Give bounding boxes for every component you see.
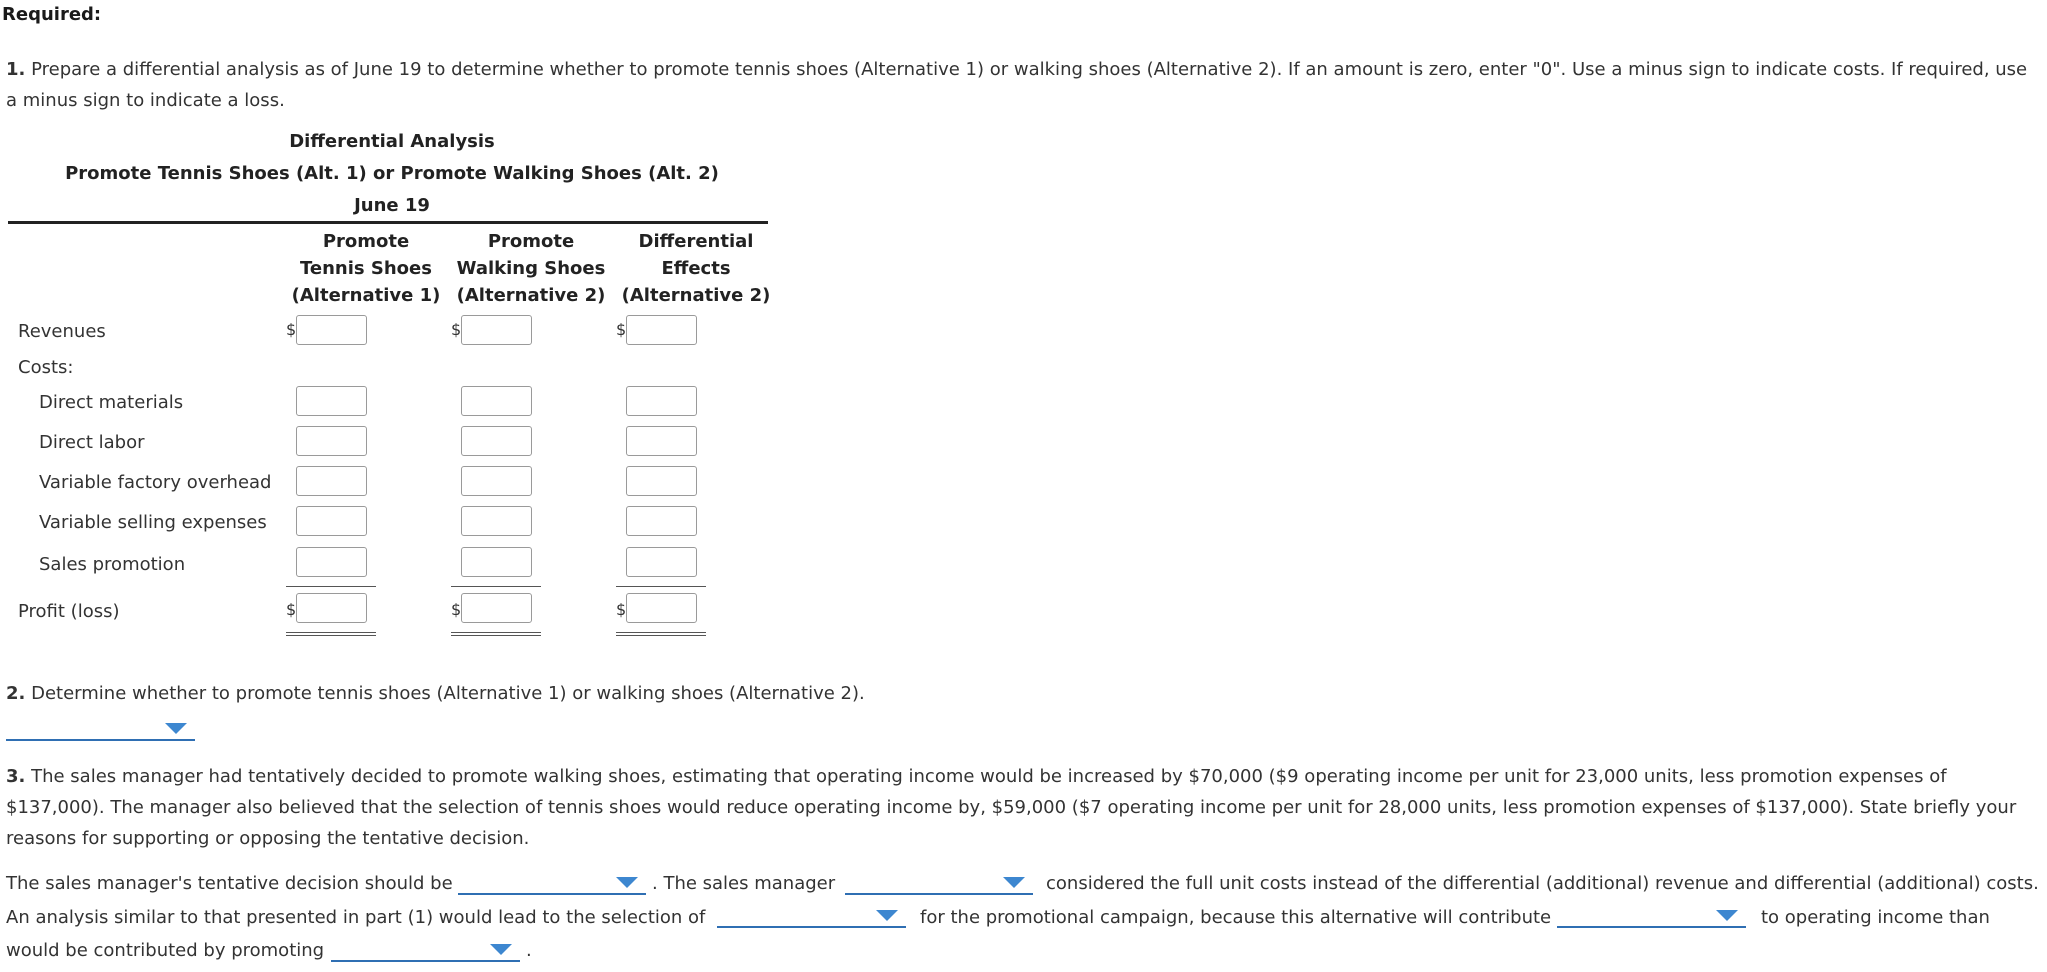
question-3	[6, 761, 2041, 854]
dropdown-other-alternative[interactable]	[331, 940, 520, 962]
question-2-text: Determine whether to promote tennis shoes (Alternative 1) or walking shoes (Alternative 2).	[31, 683, 865, 704]
input-profit-loss-differential[interactable]	[626, 593, 697, 623]
chevron-down-icon	[490, 944, 512, 955]
input-direct-materials-alt1[interactable]	[296, 386, 367, 416]
answer-text-3: considered the full unit costs instead of the differential (additional) revenue and differential (additional) costs.	[1046, 873, 2039, 894]
input-direct-labor-alt1[interactable]	[296, 426, 367, 456]
dollar-sign: $	[616, 320, 627, 339]
question-1-text: Prepare a differential analysis as of June 19 to determine whether to promote tennis shoes (Alternative 1) or walking shoes (Alternative 2). If an amount is zero, enter "0". Use a minus sign to indicate costs. If required, use a minus sign to indicate a loss.	[6, 59, 2028, 111]
question-1-number: 1.	[6, 59, 26, 80]
chevron-down-icon	[616, 877, 638, 888]
table-subtitle: Promote Tennis Shoes (Alt. 1) or Promote Walking Shoes (Alt. 2)	[65, 163, 719, 184]
answer-text-8: .	[526, 940, 532, 961]
input-revenues-alt1[interactable]	[296, 315, 367, 345]
input-direct-labor-differential[interactable]	[626, 426, 697, 456]
input-direct-materials-alt2[interactable]	[461, 386, 532, 416]
dropdown-q2-decision[interactable]	[6, 719, 195, 741]
chevron-down-icon	[1716, 910, 1738, 921]
dollar-sign: $	[451, 320, 462, 339]
subtotal-rule	[616, 586, 706, 587]
chevron-down-icon	[165, 723, 187, 734]
row-label-variable-factory-overhead: Variable factory overhead	[39, 472, 272, 493]
answer-text-6: to operating income than	[1761, 907, 1990, 928]
question-3-number: 3.	[6, 766, 26, 787]
question-2	[6, 678, 2036, 709]
answer-text-5: for the promotional campaign, because this alternative will contribute	[920, 907, 1552, 928]
subtotal-rule	[451, 586, 541, 587]
input-direct-labor-alt2[interactable]	[461, 426, 532, 456]
input-profit-loss-alt2[interactable]	[461, 593, 532, 623]
row-label-direct-labor: Direct labor	[39, 432, 145, 453]
input-direct-materials-differential[interactable]	[626, 386, 697, 416]
input-revenues-differential[interactable]	[626, 315, 697, 345]
table-title: Differential Analysis	[289, 131, 495, 152]
dropdown-manager-action[interactable]	[845, 873, 1033, 895]
row-label-direct-materials: Direct materials	[39, 392, 184, 413]
dollar-sign: $	[451, 600, 462, 619]
required-label: Required:	[2, 4, 102, 25]
answer-text-1: The sales manager's tentative decision should be	[6, 873, 453, 894]
dollar-sign: $	[616, 600, 627, 619]
chevron-down-icon	[1003, 877, 1025, 888]
dropdown-decision-correctness[interactable]	[458, 873, 646, 895]
question-3-text: The sales manager had tentatively decided to promote walking shoes, estimating that operating income would be increased by $70,000 ($9 operating income per unit for 23,000 units, less promotion expenses of $137,000). The manager also believed that the selection of tennis shoes would reduce operating income by, $59,000 ($7 operating income per unit for 28,000 units, less promotion expenses of $137,000). State briefly your reasons for supporting or opposing the tentative decision.	[6, 766, 2017, 849]
input-profit-loss-alt1[interactable]	[296, 593, 367, 623]
row-label-variable-selling-expenses: Variable selling expenses	[39, 512, 267, 533]
total-double-rule	[616, 632, 706, 636]
input-variable-factory-overhead-differential[interactable]	[626, 466, 697, 496]
input-revenues-alt2[interactable]	[461, 315, 532, 345]
total-double-rule	[451, 632, 541, 636]
row-label-costs: Costs:	[18, 357, 74, 378]
dropdown-contribution-comparison[interactable]	[1557, 906, 1746, 928]
answer-text-2: . The sales manager	[652, 873, 836, 894]
row-label-profit-loss: Profit (loss)	[18, 601, 120, 622]
table-header-rule	[8, 221, 768, 224]
total-double-rule	[286, 632, 376, 636]
dollar-sign: $	[286, 320, 297, 339]
input-variable-selling-expenses-alt1[interactable]	[296, 506, 367, 536]
question-1	[6, 54, 2036, 116]
input-variable-factory-overhead-alt1[interactable]	[296, 466, 367, 496]
row-label-revenues: Revenues	[18, 321, 106, 342]
input-variable-selling-expenses-differential[interactable]	[626, 506, 697, 536]
dollar-sign: $	[286, 600, 297, 619]
input-variable-factory-overhead-alt2[interactable]	[461, 466, 532, 496]
input-variable-selling-expenses-alt2[interactable]	[461, 506, 532, 536]
input-sales-promotion-differential[interactable]	[626, 547, 697, 577]
input-sales-promotion-alt1[interactable]	[296, 547, 367, 577]
input-sales-promotion-alt2[interactable]	[461, 547, 532, 577]
table-date: June 19	[354, 195, 430, 216]
subtotal-rule	[286, 586, 376, 587]
chevron-down-icon	[876, 910, 898, 921]
answer-text-7: would be contributed by promoting	[6, 940, 325, 961]
question-2-number: 2.	[6, 683, 26, 704]
row-label-sales-promotion: Sales promotion	[39, 554, 186, 575]
dropdown-selected-alternative[interactable]	[717, 906, 906, 928]
answer-text-4: An analysis similar to that presented in part (1) would lead to the selection of	[6, 907, 706, 928]
